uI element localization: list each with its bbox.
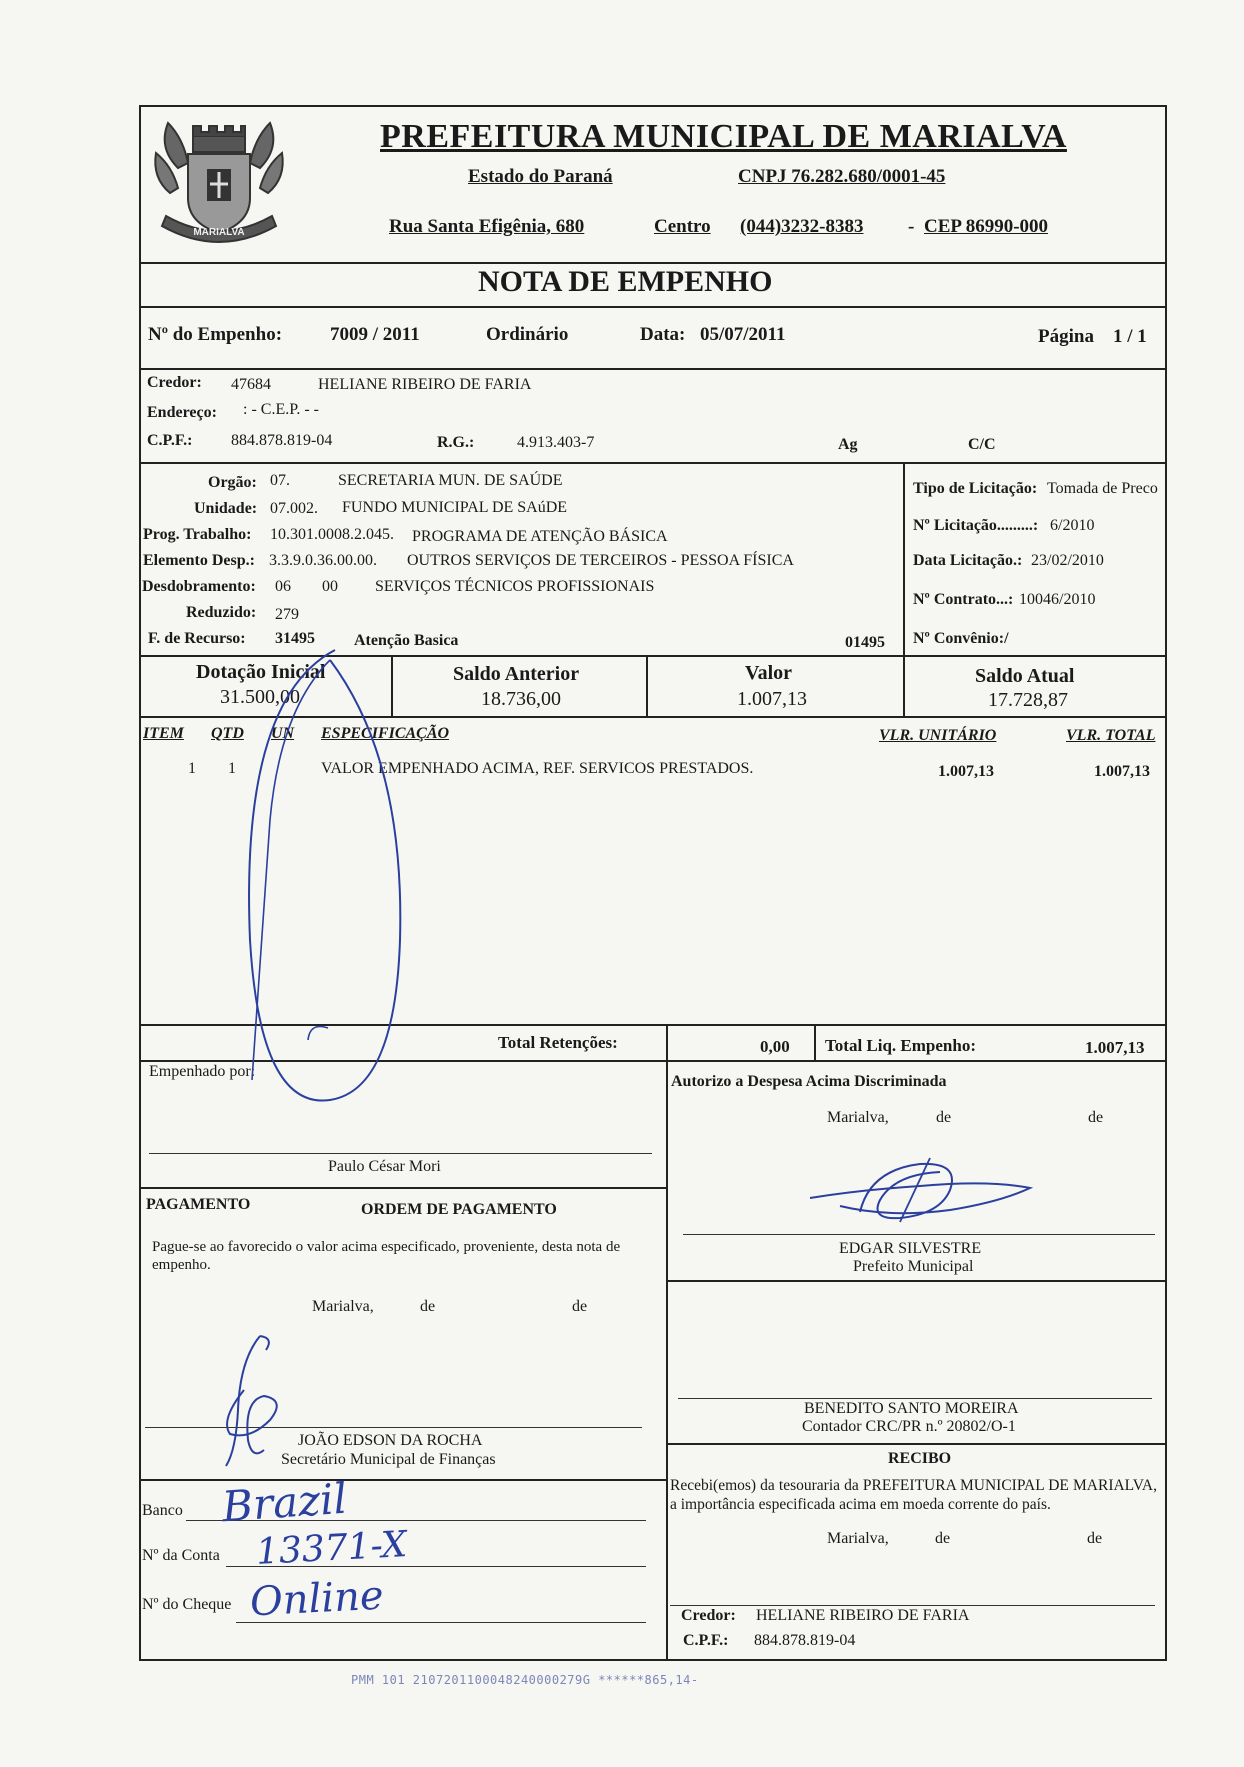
- row-total-value: 1.007,13: [1094, 763, 1150, 780]
- num-licitacao-value: 6/2010: [1050, 517, 1095, 534]
- autorizo-city: Marialva,: [827, 1109, 889, 1126]
- liquido-label: Total Liq. Empenho:: [825, 1036, 976, 1055]
- contador-name: BENEDITO SANTO MOREIRA: [804, 1400, 1019, 1417]
- saldo-anterior-value: 18.736,00: [481, 688, 561, 710]
- header-separator: -: [908, 216, 915, 237]
- valor-value: 1.007,13: [737, 688, 807, 710]
- page-number: 1 / 1: [1113, 326, 1147, 347]
- recibo-credor-label: Credor:: [681, 1607, 736, 1624]
- retencoes-value: 0,00: [760, 1037, 790, 1056]
- contador-title: Contador CRC/PR n.º 20802/O-1: [802, 1418, 1016, 1435]
- col-total-value: VLR. TOTAL: [1066, 727, 1156, 744]
- address-label: Endereço:: [147, 404, 217, 421]
- recurso-desc: Atenção Basica: [354, 632, 459, 649]
- empenho-number: 7009 / 2011: [330, 324, 420, 345]
- handwritten-cheque: Online: [248, 1572, 385, 1626]
- row-qtd: 1: [228, 760, 236, 777]
- empenhado-label: Empenhado por:: [149, 1063, 256, 1080]
- row-item: 1: [188, 760, 196, 777]
- ordem-text: Pague-se ao favorecido o valor acima especificado, proveniente, desta nota de empenho.: [152, 1239, 621, 1273]
- crest-text: MARIALVA: [193, 227, 245, 238]
- col-qtd: QTD: [211, 725, 244, 742]
- autorizo-label: Autorizo a Despesa Acima Discriminada: [671, 1073, 947, 1090]
- handwritten-conta: 13371-X: [255, 1524, 409, 1573]
- orgao-code: 07.: [270, 472, 290, 489]
- page-label: Página: [1038, 326, 1094, 347]
- pagamento-label: PAGAMENTO: [146, 1196, 251, 1213]
- secretario-title: Secretário Municipal de Finanças: [281, 1451, 496, 1468]
- recibo-text: Recebi(emos) da tesouraria da PREFEITURA MUNICIPAL DE MARIALVA, a importância especificada acima em moeda corrente do país.: [670, 1477, 1157, 1513]
- tipo-licitacao-label: Tipo de Licitação:: [913, 480, 1038, 497]
- conta-label: Nº da Conta: [142, 1547, 220, 1564]
- tipo-licitacao-value: Tomada de Preco: [1047, 480, 1158, 497]
- recurso-code: 31495: [275, 630, 315, 647]
- retencoes-label: Total Retenções:: [498, 1033, 618, 1052]
- liquido-value: 1.007,13: [1085, 1038, 1145, 1057]
- empenho-date: 05/07/2011: [700, 324, 786, 345]
- data-licitacao-label: Data Licitação.:: [913, 552, 1023, 569]
- prefeito-name: EDGAR SILVESTRE: [839, 1240, 982, 1257]
- document-title: NOTA DE EMPENHO: [478, 265, 773, 298]
- desd-desc: SERVIÇOS TÉCNICOS PROFISSIONAIS: [375, 578, 655, 595]
- col-un: UN: [271, 725, 295, 742]
- row-spec: VALOR EMPENHADO ACIMA, REF. SERVICOS PRESTADOS.: [321, 760, 754, 777]
- header-phone: (044)3232-8383: [740, 216, 864, 237]
- prog-code: 10.301.0008.2.045.: [270, 526, 394, 543]
- rg-label: R.G.:: [437, 434, 475, 451]
- col-item: ITEM: [143, 725, 184, 742]
- col-unit-value: VLR. UNITÁRIO: [879, 727, 997, 744]
- banco-label: Banco: [142, 1502, 183, 1519]
- rg-value: 4.913.403-7: [517, 434, 595, 451]
- recibo-de-1: de: [935, 1530, 951, 1547]
- saldo-anterior-label: Saldo Anterior: [453, 663, 580, 685]
- convenio-label: Nº Convênio:/: [913, 630, 1009, 647]
- cpf-value: 884.878.819-04: [231, 432, 333, 449]
- recurso-label: F. de Recurso:: [148, 630, 246, 647]
- autorizo-de-1: de: [936, 1109, 952, 1126]
- orgao-desc: SECRETARIA MUN. DE SAÚDE: [338, 472, 563, 489]
- footer-code: PMM 101 2107201100048240000279G ******865,14-: [351, 1673, 699, 1687]
- autorizo-de-2: de: [1088, 1109, 1104, 1126]
- header-state: Estado do Paraná: [468, 166, 613, 187]
- reduzido-label: Reduzido:: [186, 604, 257, 621]
- data-licitacao-value: 23/02/2010: [1031, 552, 1104, 569]
- desd-label: Desdobramento:: [142, 578, 256, 595]
- secretario-name: JOÃO EDSON DA ROCHA: [298, 1432, 483, 1449]
- cheque-label: Nº do Cheque: [142, 1596, 232, 1613]
- ag-label: Ag: [838, 436, 858, 453]
- empenho-date-label: Data:: [640, 324, 686, 345]
- desd-code-2: 00: [322, 578, 338, 595]
- recibo-label: RECIBO: [888, 1450, 952, 1467]
- unidade-code: 07.002.: [270, 500, 318, 517]
- desd-code-1: 06: [275, 578, 291, 595]
- empenho-label: Nº do Empenho:: [148, 324, 283, 345]
- num-licitacao-label: Nº Licitação.........:: [913, 517, 1039, 534]
- address-value: : - C.E.P. - -: [243, 401, 319, 418]
- unidade-label: Unidade:: [194, 500, 258, 517]
- saldo-atual-value: 17.728,87: [988, 689, 1068, 711]
- contrato-label: Nº Contrato...:: [913, 591, 1014, 608]
- recibo-de-2: de: [1087, 1530, 1103, 1547]
- reduzido-value: 279: [275, 606, 299, 623]
- prefeito-title: Prefeito Municipal: [853, 1258, 974, 1275]
- ordem-label: ORDEM DE PAGAMENTO: [361, 1201, 557, 1218]
- prog-label: Prog. Trabalho:: [143, 526, 252, 543]
- header-district: Centro: [654, 216, 711, 237]
- dotacao-value: 31.500,00: [220, 686, 300, 708]
- empenho-type: Ordinário: [486, 324, 569, 345]
- elem-desc: OUTROS SERVIÇOS DE TERCEIROS - PESSOA FÍSICA: [407, 552, 794, 569]
- header-title: PREFEITURA MUNICIPAL DE MARIALVA: [380, 118, 1067, 155]
- unidade-desc: FUNDO MUNICIPAL DE SAúDE: [342, 499, 568, 516]
- ordem-de-2: de: [572, 1298, 588, 1315]
- header-cep: CEP 86990-000: [924, 216, 1049, 237]
- recibo-cpf-label: C.P.F.:: [683, 1632, 729, 1649]
- recibo-cpf-value: 884.878.819-04: [754, 1632, 856, 1649]
- col-spec: ESPECIFICAÇÃO: [321, 725, 450, 742]
- credor-code: 47684: [231, 376, 271, 393]
- contrato-value: 10046/2010: [1019, 591, 1096, 608]
- orgao-label: Orgão:: [208, 474, 257, 491]
- credor-name: HELIANE RIBEIRO DE FARIA: [318, 376, 532, 393]
- recurso-code-2: 01495: [845, 634, 885, 651]
- elem-label: Elemento Desp.:: [143, 552, 255, 569]
- cc-label: C/C: [968, 436, 996, 453]
- empenhado-name: Paulo César Mori: [328, 1158, 441, 1175]
- handwritten-banco: Brazil: [220, 1473, 349, 1532]
- ordem-city: Marialva,: [312, 1298, 374, 1315]
- header-cnpj: CNPJ 76.282.680/0001-45: [738, 166, 946, 187]
- cpf-label: C.P.F.:: [147, 432, 193, 449]
- ordem-de-1: de: [420, 1298, 436, 1315]
- recibo-credor-name: HELIANE RIBEIRO DE FARIA: [756, 1607, 970, 1624]
- recibo-city: Marialva,: [827, 1530, 889, 1547]
- credor-label: Credor:: [147, 374, 202, 391]
- dotacao-label: Dotação Inicial: [196, 661, 326, 683]
- valor-label: Valor: [745, 662, 793, 684]
- elem-code: 3.3.9.0.36.00.00.: [269, 552, 377, 569]
- prog-desc: PROGRAMA DE ATENÇÃO BÁSICA: [412, 528, 668, 545]
- municipal-crest-icon: [148, 108, 290, 258]
- row-unit-value: 1.007,13: [938, 763, 994, 780]
- header-street: Rua Santa Efigênia, 680: [389, 216, 585, 237]
- saldo-atual-label: Saldo Atual: [975, 665, 1075, 687]
